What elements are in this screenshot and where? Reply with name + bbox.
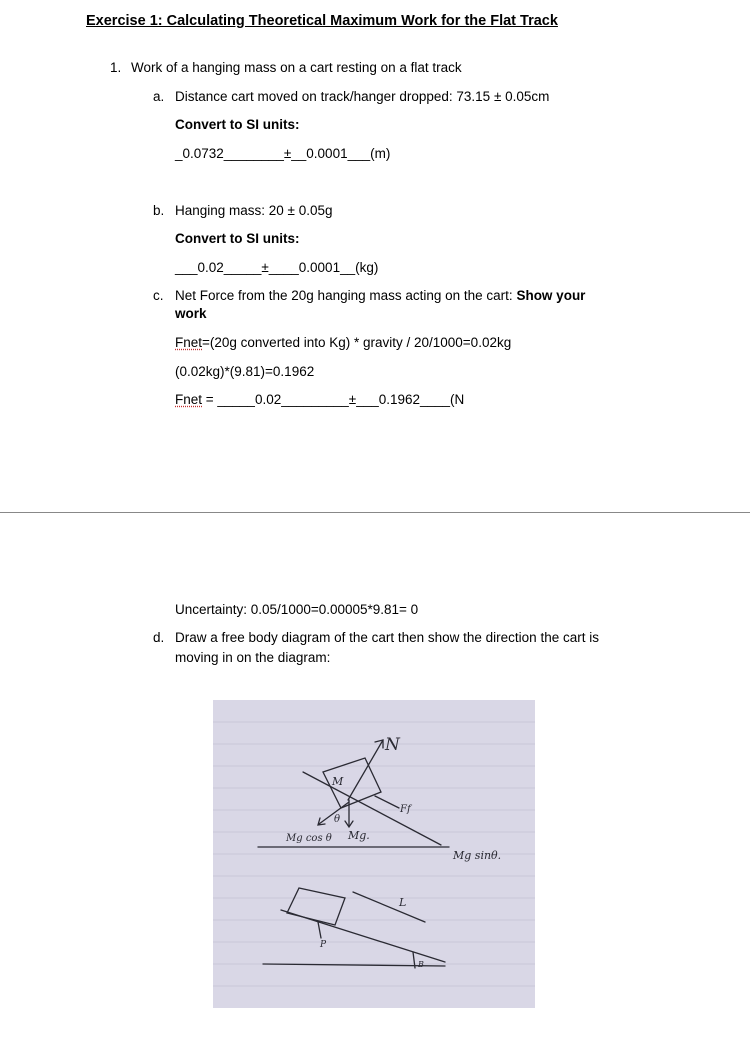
sketch-label-mgsin: Mg sinθ. <box>453 849 502 862</box>
item-1-text: Work of a hanging mass on a cart resting on a flat track <box>131 60 462 75</box>
part-a-letter: a. <box>153 89 165 104</box>
part-c-letter: c. <box>153 288 164 303</box>
sketch-label-M: M <box>332 775 344 788</box>
part-c-work-line-1 <box>175 335 511 350</box>
sketch-label-Ff: Ff <box>400 804 411 815</box>
sketch-label-mgcos: Mg cos θ <box>286 833 332 844</box>
sketch-svg <box>213 700 535 1008</box>
page-break-divider <box>0 512 750 513</box>
sketch-label-mg: Mg. <box>348 829 370 842</box>
part-b-convert-label: Convert to SI units: <box>175 231 300 246</box>
part-b-text: Hanging mass: 20 ± 0.05g <box>175 203 333 218</box>
part-a-answer: _0.0732________±__0.0001___(m) <box>175 146 391 161</box>
normal-arrow <box>348 740 383 800</box>
free-body-diagram-photo <box>213 700 535 1008</box>
part-d-letter: d. <box>153 630 165 645</box>
page-title: Exercise 1: Calculating Theoretical Maximum Work for the Flat Track <box>86 13 558 29</box>
part-a-convert-label: Convert to SI units: <box>175 117 300 132</box>
fnet-word: Fnet <box>175 335 203 350</box>
sketch-label-N: N <box>385 735 400 755</box>
sketch-label-theta: θ <box>334 814 341 825</box>
friction-arrow <box>375 796 399 808</box>
part-c-uncertainty: Uncertainty: 0.05/1000=0.00005*9.81= 0 <box>175 602 419 617</box>
item-number-1: 1. <box>110 60 122 75</box>
part-c-text-bold-2: work <box>175 306 207 321</box>
sketch-label-B: B <box>418 960 424 969</box>
work-line-1-rest: =(20g converted into Kg) * gravity / 20/1000=0.02kg <box>202 335 512 350</box>
part-c-answer-rest: = _____0.02_________±___0.1962____(N <box>202 392 465 407</box>
fnet-word-answer: Fnet <box>175 392 203 407</box>
part-c-text-normal: Net Force from the 20g hanging mass acting on the cart: <box>175 288 517 303</box>
part-d-line-2: moving in on the diagram: <box>175 650 331 665</box>
sketch-label-L: L <box>399 896 407 909</box>
part-c-work-line-2: (0.02kg)*(9.81)=0.1962 <box>175 364 315 379</box>
part-c-text-bold: Show your <box>516 288 586 303</box>
motion-arrow <box>353 892 425 922</box>
block-2 <box>287 888 345 925</box>
part-c-text <box>175 288 585 303</box>
part-a-text: Distance cart moved on track/hanger dropped: 73.15 ± 0.05cm <box>175 89 550 104</box>
part-b-answer: ___0.02_____±____0.0001__(kg) <box>175 260 379 275</box>
part-c-answer <box>175 392 464 407</box>
sketch-label-P: P <box>320 940 327 950</box>
part-b-letter: b. <box>153 203 165 218</box>
part-d-line-1: Draw a free body diagram of the cart then show the direction the cart is <box>175 630 599 645</box>
